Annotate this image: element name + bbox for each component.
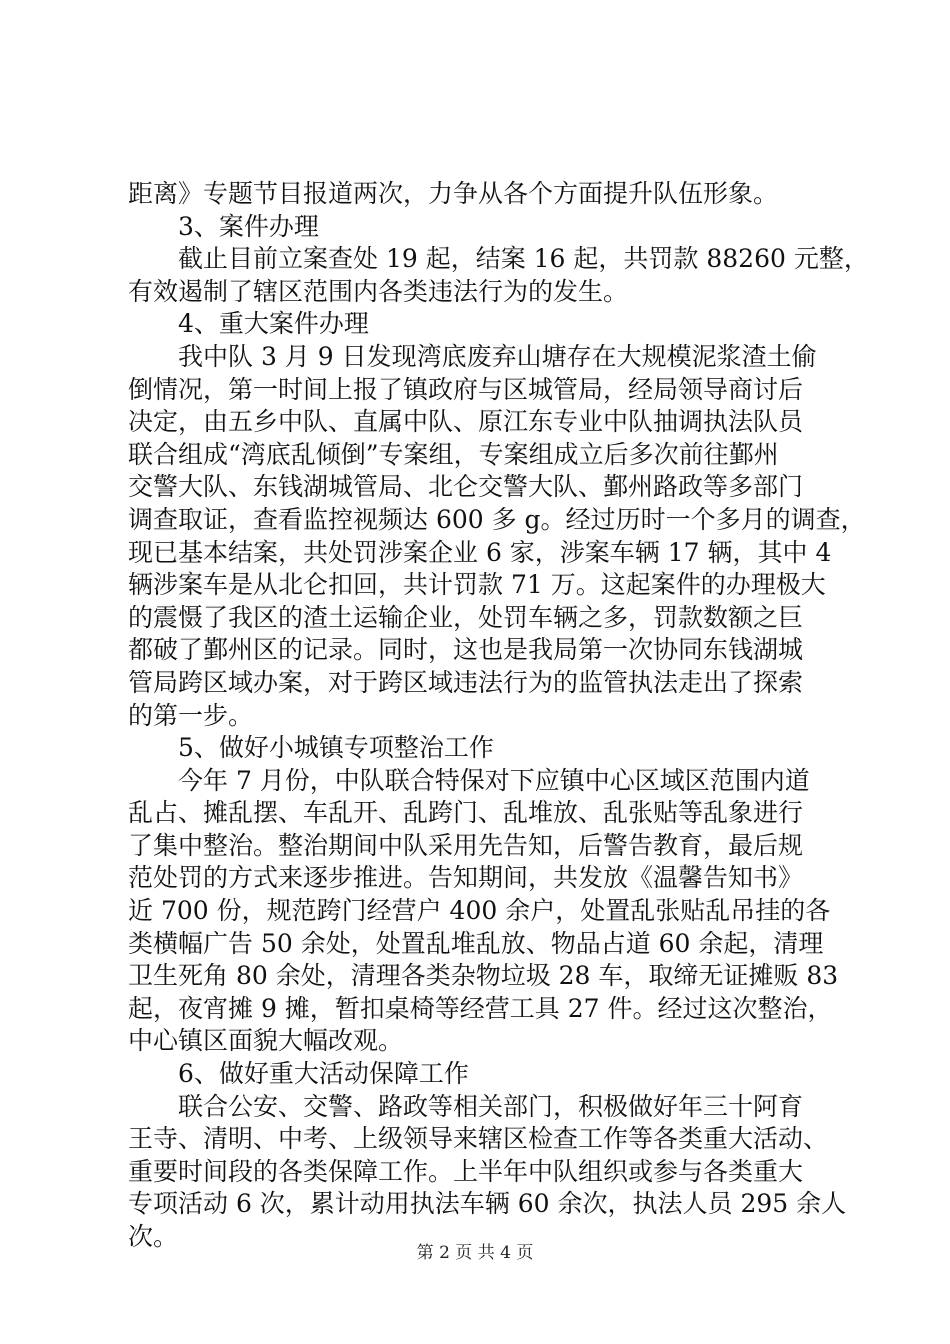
text-line: 倒情况，第一时间上报了镇政府与区城管局，经局领导商讨后 (128, 374, 804, 404)
text-line: 截止目前立案查处 19 起，结案 16 起，共罚款 88260 元整， (178, 244, 869, 274)
section-heading: 4、重大案件办理 (178, 309, 369, 339)
text-line: 的第一步。 (128, 700, 254, 730)
text-line: 卫生死角 80 余处，清理各类杂物垃圾 28 车，取缔无证摊贩 83 (128, 961, 839, 991)
section-heading: 6、做好重大活动保障工作 (178, 1059, 469, 1089)
page-number-footer: 第 2 页 共 4 页 (416, 1243, 534, 1263)
section-heading: 3、案件办理 (178, 211, 319, 241)
text-line: 王寺、清明、中考、上级领导来辖区检查工作等各类重大活动、 (128, 1124, 829, 1154)
text-line: 类横幅广告 50 余处，处置乱堆乱放、物品占道 60 余起，清理 (128, 928, 824, 958)
text-line: 乱占、摊乱摆、车乱开、乱跨门、乱堆放、乱张贴等乱象进行 (128, 798, 804, 828)
text-line: 交警大队、东钱湖城管局、北仑交警大队、鄞州路政等多部门 (128, 472, 804, 502)
text-line: 有效遏制了辖区范围内各类违法行为的发生。 (128, 276, 629, 306)
text-line: 调查取证，查看监控视频达 600 多 g。经过历时一个多月的调查， (128, 504, 866, 534)
text-line: 辆涉案车是从北仑扣回，共计罚款 71 万。这起案件的办理极大 (128, 570, 826, 600)
text-line: 次。 (128, 1222, 179, 1251)
text-line: 决定，由五乡中队、直属中队、原江东专业中队抽调执法队员 (128, 407, 804, 437)
section-heading: 5、做好小城镇专项整治工作 (178, 733, 494, 763)
text-line: 都破了鄞州区的记录。同时，这也是我局第一次协同东钱湖城 (128, 635, 804, 665)
text-line: 我中队 3 月 9 日发现湾底废弃山塘存在大规模泥浆渣土偷 (178, 341, 817, 371)
text-line: 今年 7 月份，中队联合特保对下应镇中心区域区范围内道 (178, 765, 810, 795)
text-line: 范处罚的方式来逐步推进。告知期间，共发放《温馨告知书》 (128, 863, 804, 893)
document-body (128, 178, 869, 1254)
text-line: 起，夜宵摊 9 摊，暂扣桌椅等经营工具 27 件。经过这次整治， (128, 993, 833, 1023)
text-line: 现已基本结案，共处罚涉案企业 6 家，涉案车辆 17 辆，其中 4 (128, 537, 832, 567)
text-line: 联合组成“湾底乱倾倒”专案组，专案组成立后多次前往鄞州 (128, 439, 779, 469)
text-line: 管局跨区域办案，对于跨区域违法行为的监管执法走出了探索 (128, 667, 804, 697)
text-line: 联合公安、交警、路政等相关部门，积极做好年三十阿育 (178, 1091, 804, 1121)
text-line: 重要时间段的各类保障工作。上半年中队组织或参与各类重大 (128, 1156, 804, 1186)
text-line: 距离》专题节目报道两次，力争从各个方面提升队伍形象。 (128, 179, 779, 208)
text-line: 了集中整治。整治期间中队采用先告知，后警告教育，最后规 (128, 830, 804, 860)
text-line: 的震慑了我区的渣土运输企业，处罚车辆之多，罚款数额之巨 (128, 602, 804, 632)
text-line: 近 700 份，规范跨门经营户 400 余户，处置乱张贴乱吊挂的各 (128, 896, 831, 926)
text-line: 专项活动 6 次，累计动用执法车辆 60 余次，执法人员 295 余人 (128, 1189, 847, 1219)
text-line: 中心镇区面貌大幅改观。 (128, 1026, 404, 1056)
